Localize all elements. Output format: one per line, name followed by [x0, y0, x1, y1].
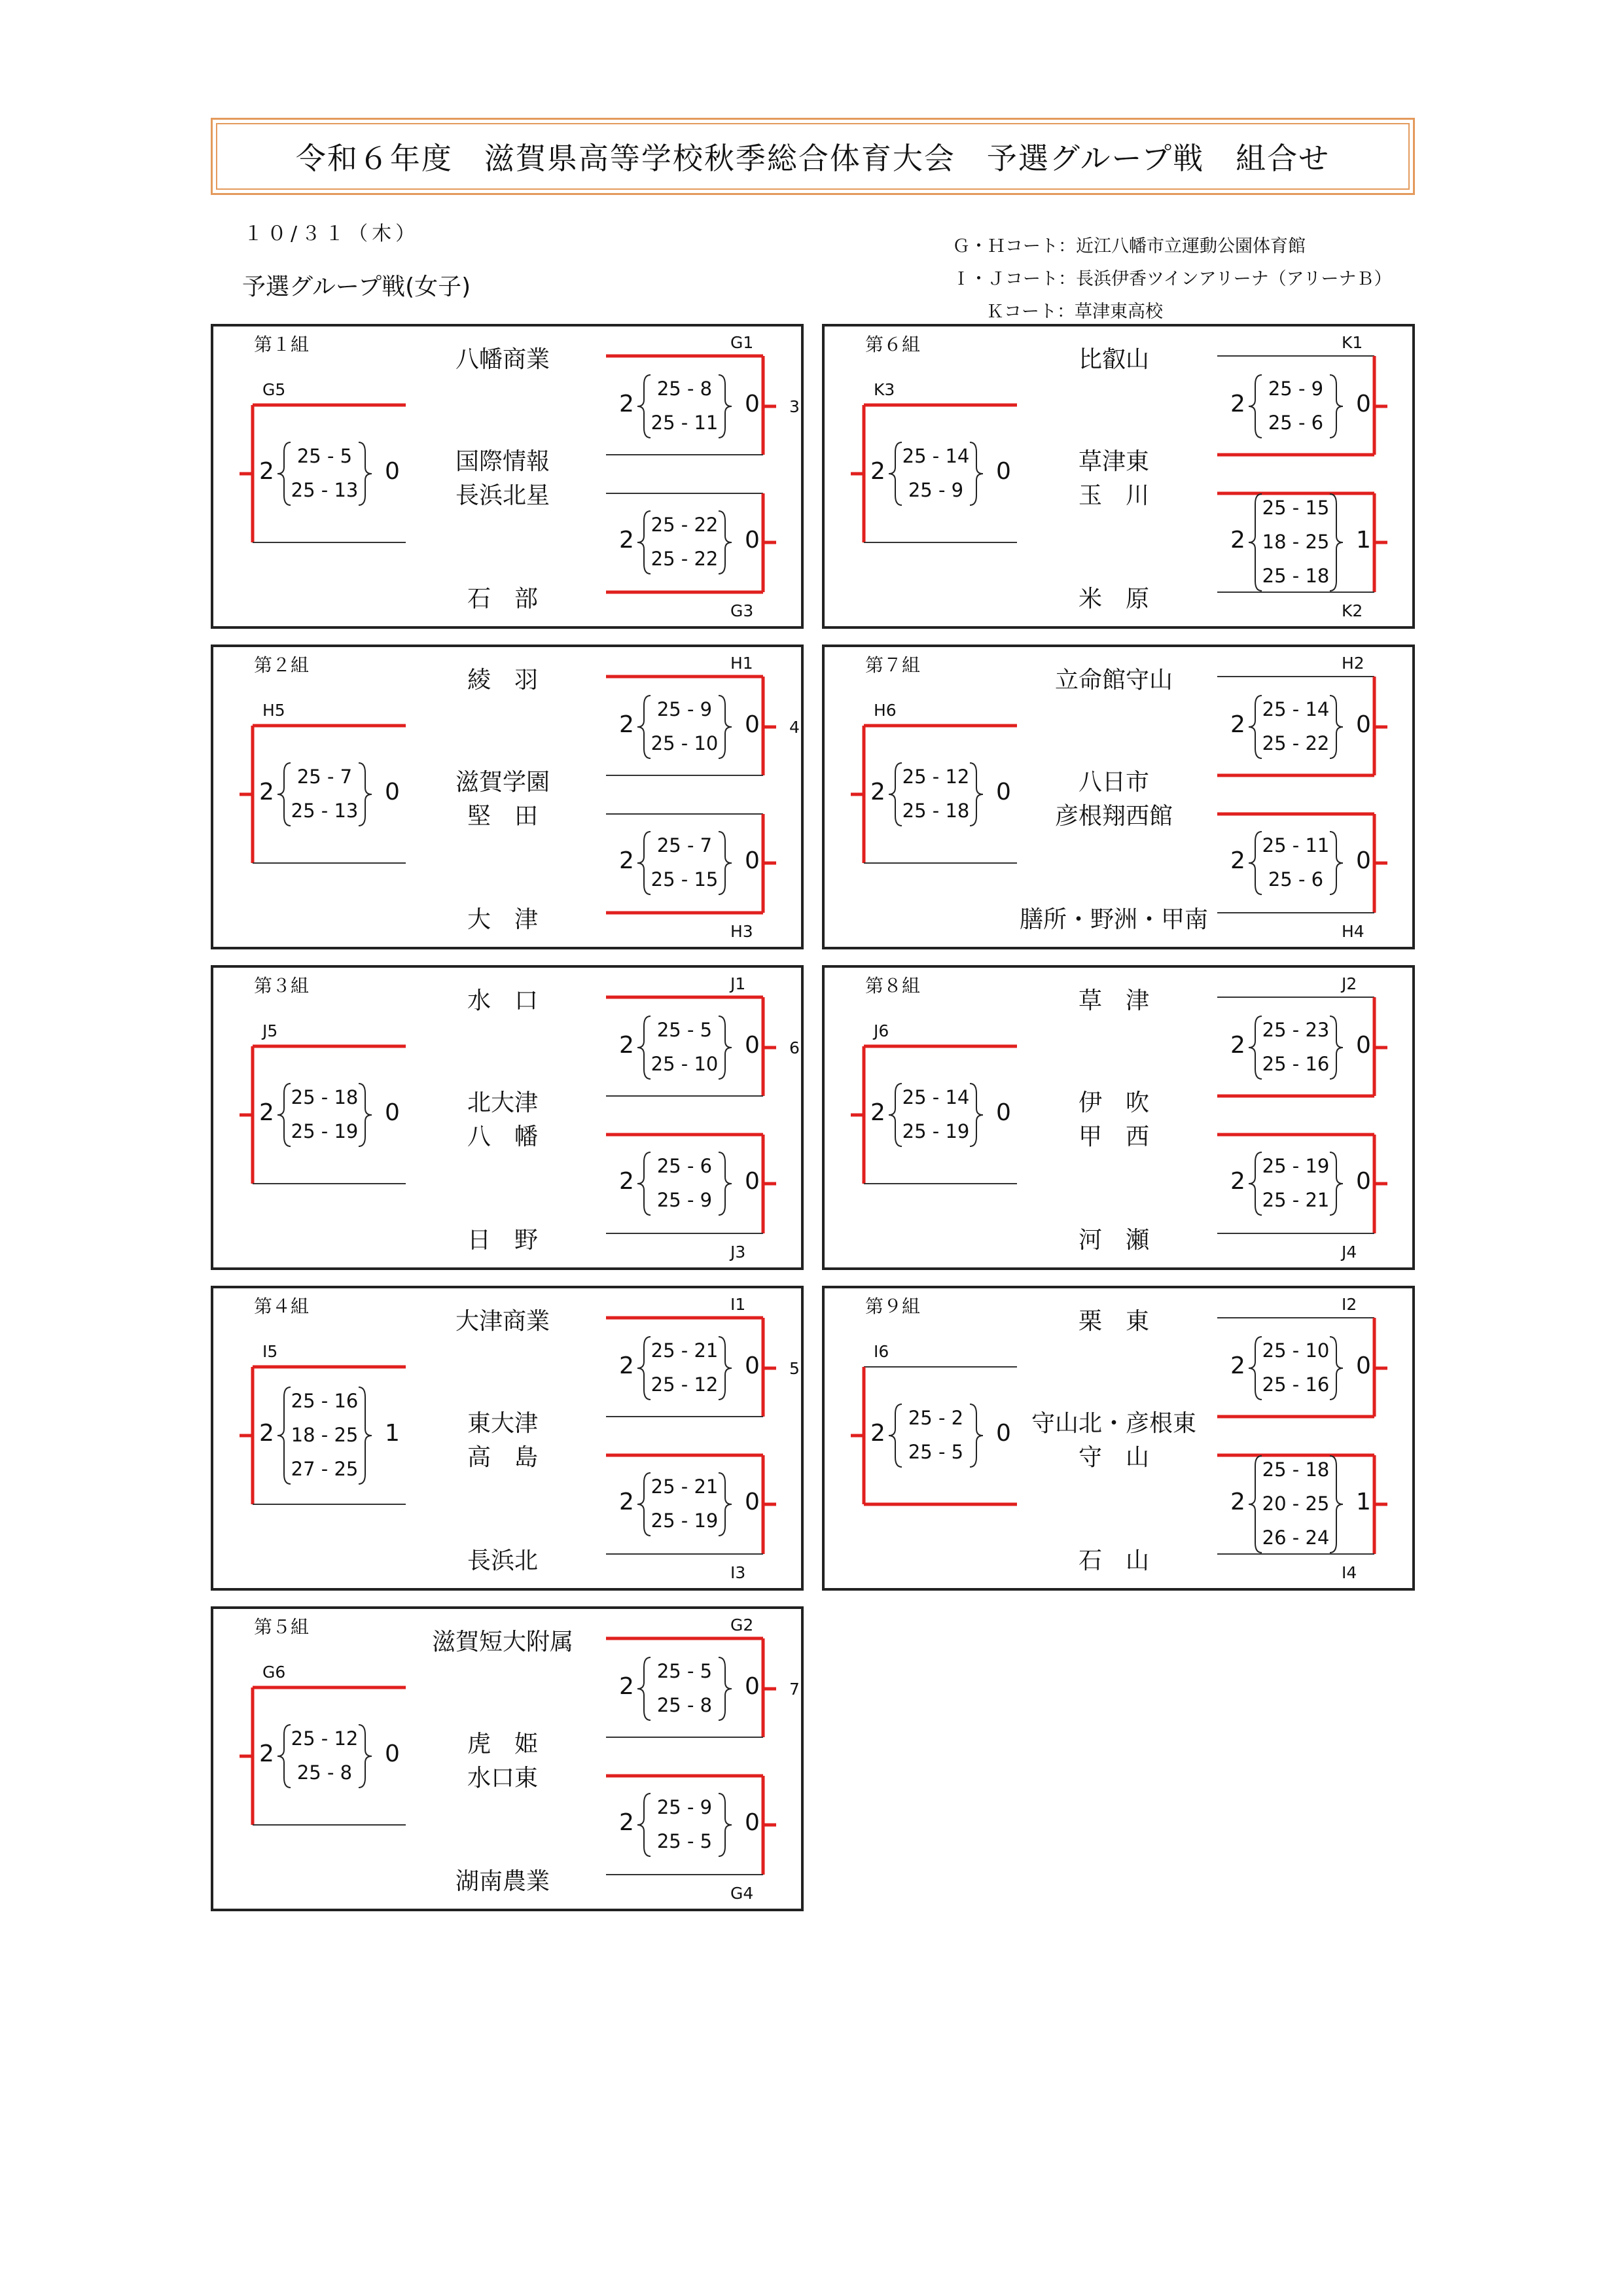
team-name: 守山北・彦根東 — [1031, 1410, 1196, 1437]
set-score: 25 - 21 — [1262, 1189, 1330, 1211]
set-score: 25 - 16 — [291, 1390, 359, 1412]
set-score: 25 - 9 — [1268, 378, 1324, 400]
set-score: 25 - 22 — [651, 514, 719, 536]
score-right: 0 — [996, 779, 1011, 805]
brace-right — [719, 1473, 732, 1536]
set-score: 18 - 25 — [1262, 531, 1330, 553]
team-name: 八幡商業 — [455, 346, 550, 373]
group-bracket — [211, 1286, 804, 1591]
section-title: 予選グループ戦(女子) — [242, 274, 471, 300]
score-right: 0 — [385, 1740, 400, 1767]
group-bracket — [822, 1286, 1415, 1591]
set-score: 25 - 8 — [296, 1761, 353, 1784]
score-right: 0 — [996, 1420, 1011, 1447]
set-score: 25 - 8 — [656, 1694, 713, 1716]
score-left: 2 — [619, 1352, 634, 1379]
group-bracket — [211, 645, 804, 949]
score-right: 0 — [745, 1673, 760, 1700]
court-list — [952, 230, 1392, 328]
score-right: 0 — [1356, 1352, 1371, 1379]
brace-right — [1330, 494, 1343, 591]
score-left: 2 — [259, 1420, 274, 1447]
brace-right — [719, 511, 732, 574]
brace-right — [359, 1387, 372, 1484]
set-score: 25 - 19 — [651, 1510, 719, 1532]
set-score: 25 - 5 — [656, 1019, 713, 1041]
set-score: 25 - 12 — [651, 1373, 719, 1396]
brace-right — [1330, 1337, 1343, 1400]
match-code: I2 — [1342, 1295, 1357, 1314]
score-left: 2 — [870, 779, 885, 805]
score-left: 2 — [259, 458, 274, 485]
team-name: 草 津 — [1078, 987, 1149, 1014]
brace-right — [719, 832, 732, 894]
set-score: 25 - 21 — [651, 1339, 719, 1362]
group-bracket — [211, 965, 804, 1270]
group-name: 第７組 — [865, 654, 921, 676]
brace-right — [719, 1793, 732, 1856]
team-name: 八 幡 — [467, 1123, 538, 1150]
team-name: 立命館守山 — [1054, 667, 1173, 694]
score-right: 0 — [745, 391, 760, 417]
brace-right — [970, 1084, 983, 1146]
match-code: I5 — [262, 1342, 278, 1361]
set-score: 25 - 7 — [656, 834, 713, 857]
score-right: 0 — [745, 711, 760, 738]
set-score: 25 - 22 — [651, 548, 719, 570]
score-left: 2 — [259, 1740, 274, 1767]
set-score: 25 - 16 — [1262, 1053, 1330, 1075]
court-ij: Ｉ・Ｊコート：長浜伊香ツインアリーナ（アリーナＢ） — [952, 269, 1392, 289]
brace-right — [1330, 375, 1343, 438]
set-score: 25 - 10 — [1262, 1339, 1330, 1362]
match-code: G4 — [730, 1884, 754, 1903]
next-match-number: 6 — [789, 1038, 800, 1057]
team-name: 石 部 — [467, 586, 538, 612]
set-score: 25 - 9 — [908, 479, 964, 501]
match-code: G5 — [262, 380, 286, 399]
match-code: J1 — [730, 974, 746, 993]
match-code: G3 — [730, 601, 754, 620]
match-code: K3 — [874, 380, 895, 399]
team-name: 膳所・野洲・甲南 — [1019, 906, 1208, 933]
group-name: 第４組 — [254, 1296, 310, 1317]
set-score: 25 - 6 — [656, 1155, 713, 1177]
team-name: 比叡山 — [1078, 346, 1149, 373]
team-name: 守 山 — [1078, 1444, 1149, 1471]
team-name: 玉 川 — [1078, 482, 1149, 509]
score-right: 1 — [1356, 527, 1371, 554]
match-code: I1 — [730, 1295, 746, 1314]
set-score: 25 - 22 — [1262, 732, 1330, 754]
match-code: H4 — [1342, 922, 1364, 941]
set-score: 27 - 25 — [291, 1458, 359, 1480]
team-name: 大津商業 — [455, 1308, 550, 1335]
team-name: 彦根翔西館 — [1054, 803, 1173, 830]
brace-right — [719, 1152, 732, 1215]
score-left: 2 — [870, 1420, 885, 1447]
next-match-number: 5 — [789, 1359, 800, 1378]
match-code: H5 — [262, 701, 285, 720]
brace-right — [1330, 1152, 1343, 1215]
team-name: 国際情報 — [455, 448, 550, 475]
group-name: 第３組 — [254, 975, 310, 997]
team-name: 石 山 — [1078, 1547, 1149, 1574]
score-right: 0 — [385, 779, 400, 805]
brace-right — [1330, 696, 1343, 758]
set-score: 25 - 18 — [291, 1086, 359, 1108]
team-name: 綾 羽 — [467, 667, 538, 694]
set-score: 25 - 5 — [908, 1441, 964, 1463]
match-code: I6 — [874, 1342, 889, 1361]
brace-right — [359, 1084, 372, 1146]
brace-right — [1330, 832, 1343, 894]
brace-right — [359, 763, 372, 826]
set-score: 25 - 13 — [291, 479, 359, 501]
match-code: G2 — [730, 1616, 754, 1634]
group-name: 第２組 — [254, 654, 310, 676]
next-match-number: 3 — [789, 397, 800, 416]
score-right: 0 — [745, 1168, 760, 1195]
group-name: 第５組 — [254, 1616, 310, 1638]
score-right: 0 — [1356, 1032, 1371, 1059]
set-score: 25 - 15 — [1262, 497, 1330, 519]
set-score: 25 - 9 — [656, 1189, 713, 1211]
score-right: 0 — [745, 1352, 760, 1379]
set-score: 25 - 14 — [1262, 698, 1330, 720]
set-score: 25 - 8 — [656, 378, 713, 400]
score-left: 2 — [259, 779, 274, 805]
score-left: 2 — [1230, 847, 1245, 874]
set-score: 25 - 23 — [1262, 1019, 1330, 1041]
brace-right — [719, 1337, 732, 1400]
match-code: G1 — [730, 333, 754, 352]
group-bracket — [822, 324, 1415, 629]
score-left: 2 — [619, 711, 634, 738]
team-name: 水口東 — [467, 1765, 538, 1792]
set-score: 25 - 5 — [656, 1830, 713, 1852]
team-name: 八日市 — [1078, 769, 1149, 796]
team-name: 東大津 — [467, 1410, 538, 1437]
set-score: 25 - 16 — [1262, 1373, 1330, 1396]
set-score: 25 - 9 — [656, 1796, 713, 1818]
set-score: 20 - 25 — [1262, 1492, 1330, 1515]
match-code: H1 — [730, 654, 753, 673]
team-name: 湖南農業 — [455, 1868, 550, 1895]
brace-right — [359, 1725, 372, 1788]
next-match-number: 4 — [789, 718, 800, 737]
match-date: １０/３１（木） — [243, 222, 419, 245]
match-code: H3 — [730, 922, 753, 941]
set-score: 25 - 10 — [651, 732, 719, 754]
team-name: 水 口 — [467, 987, 538, 1014]
group-name: 第９組 — [865, 1296, 921, 1317]
brace-right — [719, 375, 732, 438]
brace-right — [970, 1404, 983, 1467]
team-name: 滋賀学園 — [455, 769, 550, 796]
score-right: 0 — [1356, 847, 1371, 874]
match-code: K2 — [1342, 601, 1363, 620]
score-right: 0 — [1356, 711, 1371, 738]
score-left: 2 — [1230, 1352, 1245, 1379]
brace-right — [1330, 1456, 1343, 1553]
score-left: 2 — [259, 1099, 274, 1126]
set-score: 25 - 18 — [1262, 565, 1330, 587]
score-right: 0 — [1356, 391, 1371, 417]
brace-right — [719, 1657, 732, 1720]
brace-right — [719, 1016, 732, 1079]
team-name: 甲 西 — [1078, 1123, 1149, 1150]
team-name: 長浜北 — [467, 1547, 538, 1574]
score-left: 2 — [619, 391, 634, 417]
score-left: 2 — [1230, 391, 1245, 417]
score-right: 1 — [385, 1420, 400, 1447]
set-score: 25 - 19 — [902, 1120, 970, 1142]
set-score: 25 - 2 — [908, 1407, 964, 1429]
match-code: J5 — [262, 1021, 278, 1040]
score-right: 0 — [745, 847, 760, 874]
set-score: 25 - 5 — [656, 1660, 713, 1682]
set-score: 25 - 18 — [902, 800, 970, 822]
team-name: 滋賀短大附属 — [431, 1629, 573, 1655]
team-name: 大 津 — [467, 906, 538, 933]
score-left: 2 — [619, 1673, 634, 1700]
score-left: 2 — [619, 1032, 634, 1059]
set-score: 25 - 14 — [902, 1086, 970, 1108]
score-left: 2 — [619, 1809, 634, 1836]
team-name: 栗 東 — [1078, 1308, 1149, 1335]
score-right: 0 — [745, 1032, 760, 1059]
score-right: 0 — [745, 527, 760, 554]
match-code: J4 — [1342, 1243, 1357, 1262]
score-right: 0 — [745, 1489, 760, 1515]
group-name: 第８組 — [865, 975, 921, 997]
team-name: 長浜北星 — [455, 482, 550, 509]
set-score: 25 - 19 — [1262, 1155, 1330, 1177]
match-code: I4 — [1342, 1563, 1357, 1582]
match-code: H6 — [874, 701, 897, 720]
set-score: 25 - 21 — [651, 1475, 719, 1498]
score-left: 2 — [1230, 711, 1245, 738]
team-name: 北大津 — [467, 1089, 538, 1116]
score-left: 2 — [619, 1489, 634, 1515]
match-code: H2 — [1342, 654, 1364, 673]
match-code: J2 — [1342, 974, 1357, 993]
set-score: 25 - 12 — [902, 766, 970, 788]
page-title: 令和６年度 滋賀県高等学校秋季総合体育大会 予選グループ戦 組合せ — [211, 118, 1415, 195]
score-right: 0 — [996, 1099, 1011, 1126]
court-gh: Ｇ・Ｈコート：近江八幡市立運動公園体育館 — [952, 236, 1306, 256]
set-score: 25 - 18 — [1262, 1458, 1330, 1481]
set-score: 25 - 9 — [656, 698, 713, 720]
set-score: 25 - 11 — [1262, 834, 1330, 857]
team-name: 高 島 — [467, 1444, 538, 1471]
set-score: 25 - 11 — [651, 412, 719, 434]
brace-right — [970, 442, 983, 505]
score-right: 0 — [745, 1809, 760, 1836]
match-code: J6 — [874, 1021, 889, 1040]
score-left: 2 — [619, 527, 634, 554]
court-k: Ｋコート：草津東高校 — [986, 302, 1163, 322]
match-code: I3 — [730, 1563, 746, 1582]
group-bracket — [822, 965, 1415, 1270]
score-right: 0 — [1356, 1168, 1371, 1195]
set-score: 25 - 12 — [291, 1727, 359, 1750]
team-name: 米 原 — [1078, 586, 1149, 612]
set-score: 26 - 24 — [1262, 1527, 1330, 1549]
set-score: 25 - 6 — [1268, 412, 1324, 434]
match-code: G6 — [262, 1663, 286, 1682]
group-name: 第６組 — [865, 334, 921, 355]
score-right: 0 — [385, 458, 400, 485]
score-left: 2 — [1230, 527, 1245, 554]
next-match-number: 7 — [789, 1680, 800, 1699]
group-bracket — [211, 1606, 804, 1911]
group-name: 第１組 — [254, 334, 310, 355]
set-score: 25 - 13 — [291, 800, 359, 822]
score-left: 2 — [1230, 1168, 1245, 1195]
set-score: 25 - 5 — [296, 445, 353, 467]
team-name: 草津東 — [1078, 448, 1149, 475]
score-right: 0 — [385, 1099, 400, 1126]
match-code: J3 — [730, 1243, 746, 1262]
brace-right — [970, 763, 983, 826]
score-left: 2 — [619, 847, 634, 874]
set-score: 25 - 6 — [1268, 868, 1324, 891]
group-bracket — [822, 645, 1415, 949]
score-left: 2 — [619, 1168, 634, 1195]
set-score: 25 - 10 — [651, 1053, 719, 1075]
match-code: K1 — [1342, 333, 1363, 352]
set-score: 25 - 15 — [651, 868, 719, 891]
set-score: 25 - 14 — [902, 445, 970, 467]
set-score: 25 - 7 — [296, 766, 353, 788]
score-left: 2 — [870, 458, 885, 485]
score-right: 0 — [996, 458, 1011, 485]
score-right: 1 — [1356, 1489, 1371, 1515]
team-name: 伊 吹 — [1078, 1089, 1149, 1116]
group-bracket — [211, 324, 804, 629]
score-left: 2 — [1230, 1489, 1245, 1515]
set-score: 25 - 19 — [291, 1120, 359, 1142]
team-name: 虎 姫 — [467, 1731, 538, 1757]
brace-right — [359, 442, 372, 505]
brace-right — [1330, 1016, 1343, 1079]
team-name: 河 瀬 — [1078, 1227, 1149, 1254]
score-left: 2 — [1230, 1032, 1245, 1059]
score-left: 2 — [870, 1099, 885, 1126]
set-score: 18 - 25 — [291, 1424, 359, 1446]
brace-right — [719, 696, 732, 758]
team-name: 日 野 — [467, 1227, 538, 1254]
team-name: 堅 田 — [467, 803, 538, 830]
